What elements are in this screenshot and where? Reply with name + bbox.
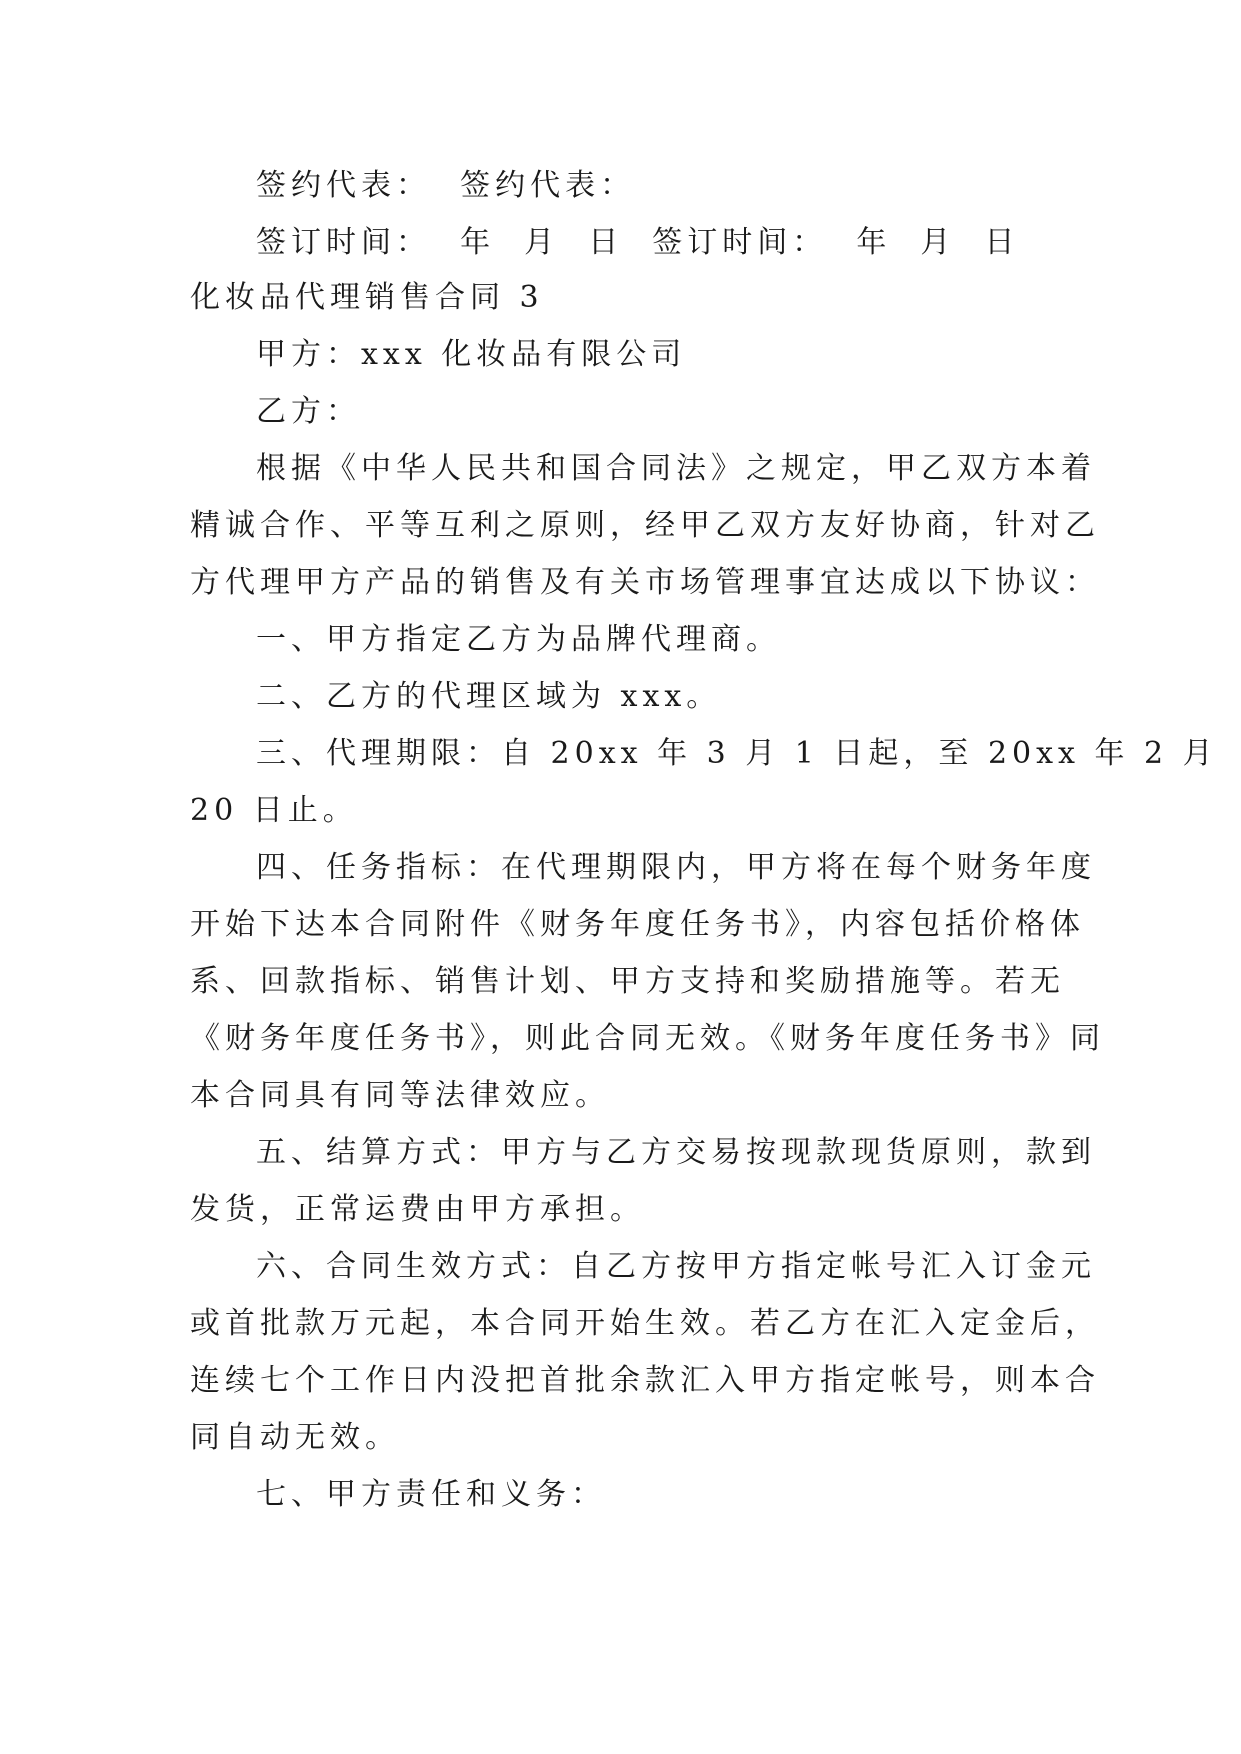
clause-6-line-2: 或首批款万元起，本合同开始生效。若乙方在汇入定金后， xyxy=(190,1306,1100,1341)
preamble-line-2: 精诚合作、平等互利之原则，经甲乙双方友好协商，针对乙 xyxy=(190,508,1100,543)
signing-date-line: 签订时间： 年 月 日 签订时间： 年 月 日 xyxy=(256,225,1020,260)
clause-6-line-4: 同自动无效。 xyxy=(190,1420,400,1455)
clause-1: 一、甲方指定乙方为品牌代理商。 xyxy=(256,622,781,657)
clause-6-line-3: 连续七个工作日内没把首批余款汇入甲方指定帐号，则本合 xyxy=(190,1363,1100,1398)
clause-2: 二、乙方的代理区域为 xxx。 xyxy=(256,679,722,714)
party-a-line: 甲方：xxx 化妆品有限公司 xyxy=(256,337,687,372)
clause-4-line-4: 《财务年度任务书》，则此合同无效。《财务年度任务书》同 xyxy=(190,1021,1105,1056)
preamble-line-1: 根据《中华人民共和国合同法》之规定，甲乙双方本着 xyxy=(256,451,1096,486)
contract-title: 化妆品代理销售合同 3 xyxy=(190,280,544,315)
clause-5-line-1: 五、结算方式：甲方与乙方交易按现款现货原则，款到 xyxy=(256,1135,1096,1170)
signatory-line: 签约代表： 签约代表： xyxy=(256,168,636,203)
clause-3-line-2: 20 日止。 xyxy=(190,793,358,828)
clause-4-line-3: 系、回款指标、销售计划、甲方支持和奖励措施等。若无 xyxy=(190,964,1065,999)
clause-3-line-1: 三、代理期限：自 20xx 年 3 月 1 日起，至 20xx 年 2 月 xyxy=(256,736,1218,771)
clause-4-line-2: 开始下达本合同附件《财务年度任务书》，内容包括价格体 xyxy=(190,907,1085,942)
clause-6-line-1: 六、合同生效方式：自乙方按甲方指定帐号汇入订金元 xyxy=(256,1249,1096,1284)
clause-7-heading: 七、甲方责任和义务： xyxy=(256,1477,606,1512)
clause-4-line-1: 四、任务指标：在代理期限内，甲方将在每个财务年度 xyxy=(256,850,1096,885)
party-b-line: 乙方： xyxy=(256,394,361,429)
clause-4-line-5: 本合同具有同等法律效应。 xyxy=(190,1078,610,1113)
preamble-line-3: 方代理甲方产品的销售及有关市场管理事宜达成以下协议： xyxy=(190,565,1100,600)
clause-5-line-2: 发货，正常运费由甲方承担。 xyxy=(190,1192,645,1227)
